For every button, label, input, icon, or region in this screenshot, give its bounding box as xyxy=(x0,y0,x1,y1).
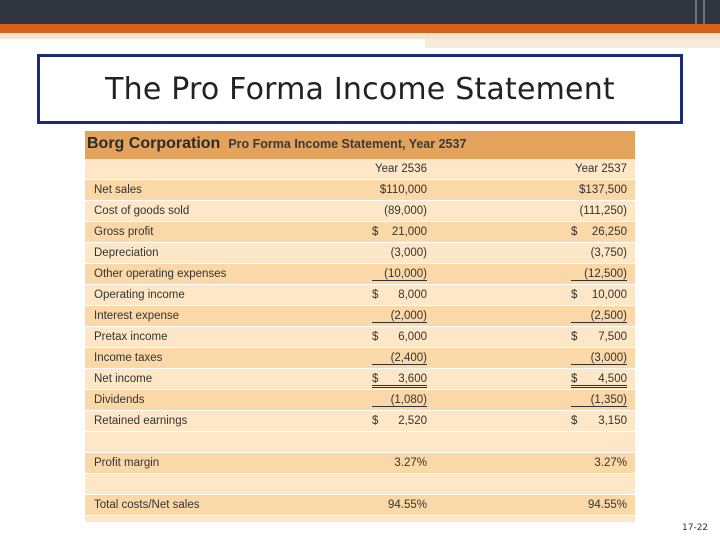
year-2536-cell xyxy=(372,184,427,196)
top-bar-notch xyxy=(695,0,697,24)
year-2536-cell xyxy=(372,394,427,407)
ratio-row xyxy=(85,495,635,516)
spacer-row xyxy=(85,474,635,495)
row-label: Other operating expenses xyxy=(94,268,227,280)
cell-value: $110,000 xyxy=(379,184,427,196)
year-2537-cell xyxy=(571,205,627,217)
year-2537-cell xyxy=(571,415,627,427)
cell-value: 26,250 xyxy=(591,226,627,238)
table-row xyxy=(85,348,635,369)
row-label: Retained earnings xyxy=(94,415,188,427)
year-2536-cell xyxy=(372,226,427,238)
cell-value: (1,350) xyxy=(590,394,627,406)
currency-sign: $ xyxy=(372,415,379,427)
table-row xyxy=(85,306,635,327)
cell-value: (3,000) xyxy=(390,247,427,259)
row-label: Net sales xyxy=(94,184,142,196)
column-header-row xyxy=(85,159,635,180)
year-2537-cell xyxy=(571,268,627,281)
year-2537-cell xyxy=(571,226,627,238)
row-label: Interest expense xyxy=(94,310,180,322)
cell-value: (3,000) xyxy=(590,352,627,364)
cell-value: (1,080) xyxy=(390,394,427,406)
statement-rows xyxy=(85,180,635,432)
table-row xyxy=(85,390,635,411)
page-number: 17-22 xyxy=(682,523,709,533)
row-label: Cost of goods sold xyxy=(94,205,190,217)
ratio-row xyxy=(85,453,635,474)
top-bar-notch xyxy=(703,0,705,24)
year-2536-cell xyxy=(372,247,427,259)
accent-line xyxy=(0,24,720,33)
accent-band-right xyxy=(425,39,720,48)
cell-value: (89,000) xyxy=(384,205,427,217)
ratio-rows xyxy=(85,432,635,516)
top-bar xyxy=(0,0,720,24)
cell-value: (2,000) xyxy=(390,310,427,322)
year-2536-cell xyxy=(372,289,427,301)
year-2536-cell xyxy=(372,373,427,388)
currency-sign: $ xyxy=(571,331,578,343)
company-name: Borg Corporation xyxy=(87,135,221,152)
table-row xyxy=(85,411,635,432)
year-2537-cell xyxy=(571,310,627,323)
year-2536-cell xyxy=(372,205,427,217)
year-2537-cell xyxy=(571,184,627,196)
table-row xyxy=(85,222,635,243)
currency-sign: $ xyxy=(372,289,379,301)
currency-sign: $ xyxy=(372,226,379,238)
table-row xyxy=(85,243,635,264)
cell-value: 2,520 xyxy=(398,415,427,427)
cell-value: 10,000 xyxy=(591,289,627,301)
year-2536-ratio: 3.27% xyxy=(394,457,427,469)
cell-value: (2,400) xyxy=(390,352,427,364)
spacer-row xyxy=(85,432,635,453)
row-label: Gross profit xyxy=(94,226,154,238)
year-2537-cell xyxy=(571,394,627,407)
currency-sign: $ xyxy=(571,415,578,427)
cell-value: 21,000 xyxy=(391,226,427,238)
table-row xyxy=(85,369,635,390)
row-label: Depreciation xyxy=(94,247,159,259)
table-row xyxy=(85,285,635,306)
cell-value: (10,000) xyxy=(384,268,427,280)
col1-header: Year 2536 xyxy=(374,163,427,175)
cell-value: 8,000 xyxy=(398,289,427,301)
table-row xyxy=(85,180,635,201)
table-row xyxy=(85,201,635,222)
year-2536-cell xyxy=(372,415,427,427)
year-2537-cell xyxy=(571,331,627,343)
currency-sign: $ xyxy=(372,373,379,385)
year-2537-cell xyxy=(571,247,627,259)
table-row xyxy=(85,264,635,285)
cell-value: (2,500) xyxy=(590,310,627,322)
year-2537-ratio: 3.27% xyxy=(594,457,627,469)
year-2537-ratio: 94.55% xyxy=(587,499,627,511)
year-2536-cell xyxy=(372,331,427,343)
currency-sign: $ xyxy=(372,331,379,343)
cell-value: (111,250) xyxy=(579,205,627,217)
ratio-label: Profit margin xyxy=(94,457,160,469)
row-label: Pretax income xyxy=(94,331,168,343)
cell-value: 3,150 xyxy=(598,415,627,427)
row-label: Dividends xyxy=(94,394,145,406)
currency-sign: $ xyxy=(571,289,578,301)
cell-value: 7,500 xyxy=(598,331,627,343)
row-label: Net income xyxy=(94,373,153,385)
cell-value: 4,500 xyxy=(598,373,627,385)
row-label: Income taxes xyxy=(94,352,163,364)
cell-value: (12,500) xyxy=(584,268,627,280)
slide-title: The Pro Forma Income Statement xyxy=(105,71,615,107)
cell-value: (3,750) xyxy=(590,247,627,259)
row-label: Operating income xyxy=(94,289,185,301)
year-2536-ratio: 94.55% xyxy=(387,499,427,511)
cell-value: $137,500 xyxy=(579,184,627,196)
year-2537-cell xyxy=(571,373,627,388)
year-2536-cell xyxy=(372,310,427,323)
year-2536-cell xyxy=(372,352,427,365)
cell-value: 3,600 xyxy=(398,373,427,385)
cell-value: 6,000 xyxy=(398,331,427,343)
income-statement-table xyxy=(85,131,635,522)
currency-sign: $ xyxy=(571,373,578,385)
col2-header: Year 2537 xyxy=(574,163,627,175)
year-2536-cell xyxy=(372,268,427,281)
year-2537-cell xyxy=(571,352,627,365)
currency-sign: $ xyxy=(571,226,578,238)
statement-subtitle: Pro Forma Income Statement, Year 2537 xyxy=(228,137,467,151)
table-row xyxy=(85,327,635,348)
year-2537-cell xyxy=(571,289,627,301)
statement-header xyxy=(85,131,635,159)
slide-title-box xyxy=(37,54,683,124)
ratio-label: Total costs/Net sales xyxy=(94,499,200,511)
